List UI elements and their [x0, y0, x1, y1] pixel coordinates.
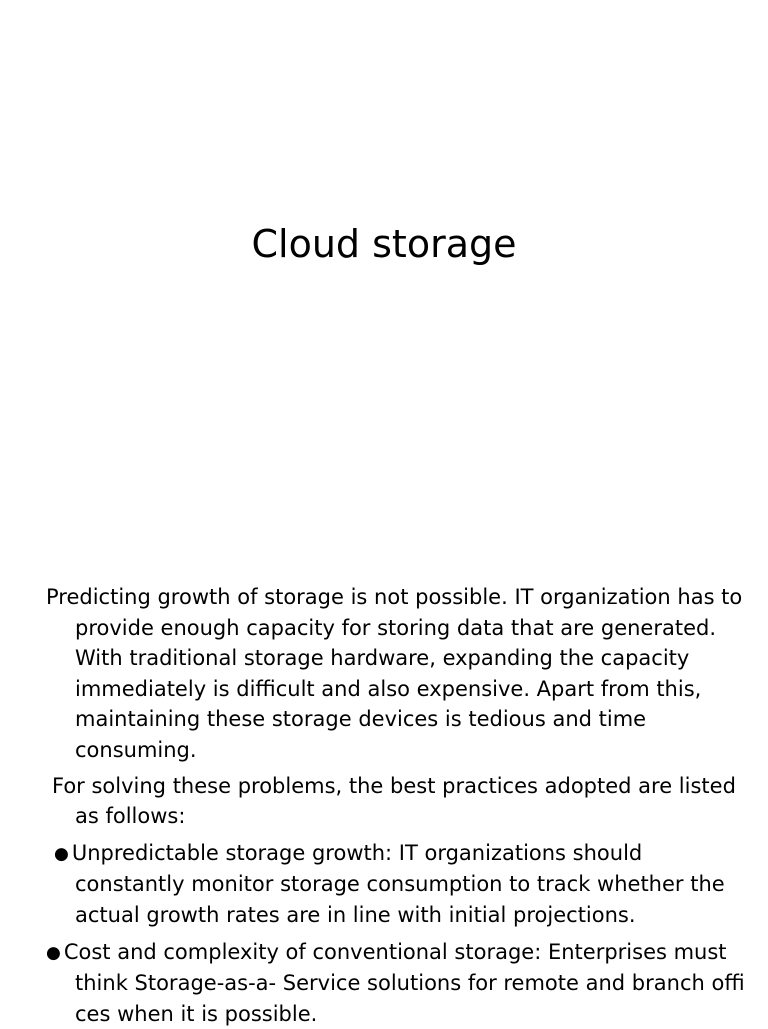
- bullet-item: [46, 937, 746, 1029]
- paragraph-intro: Predicting growth of storage is not possible. IT organization has to provide enough capacity for storing data that are generated. With traditional storage hardware, expanding the capacity immediately is difficult and also expensive. Apart from this, maintaining these storage devices is tedious and time consuming.: [46, 585, 743, 762]
- slide-title: Cloud storage: [251, 222, 517, 266]
- bullet-text: Cost and complexity of conventional storage: Enterprises must think Storage-as-a- Service solutions for remote and branch offi ces when it is possible.: [63, 939, 745, 1026]
- paragraph-problems: For solving these problems, the best practices adopted are listed as follows:: [52, 773, 736, 829]
- bullet-text: Unpredictable storage growth: IT organizations should constantly monitor storage consumption to track whether the actual growth rates are in line with initial projections.: [71, 840, 725, 927]
- slide-body: [46, 582, 746, 1029]
- bullet-icon: ●: [54, 843, 69, 864]
- bullet-item: [54, 838, 746, 931]
- bullet-icon: ●: [46, 942, 61, 963]
